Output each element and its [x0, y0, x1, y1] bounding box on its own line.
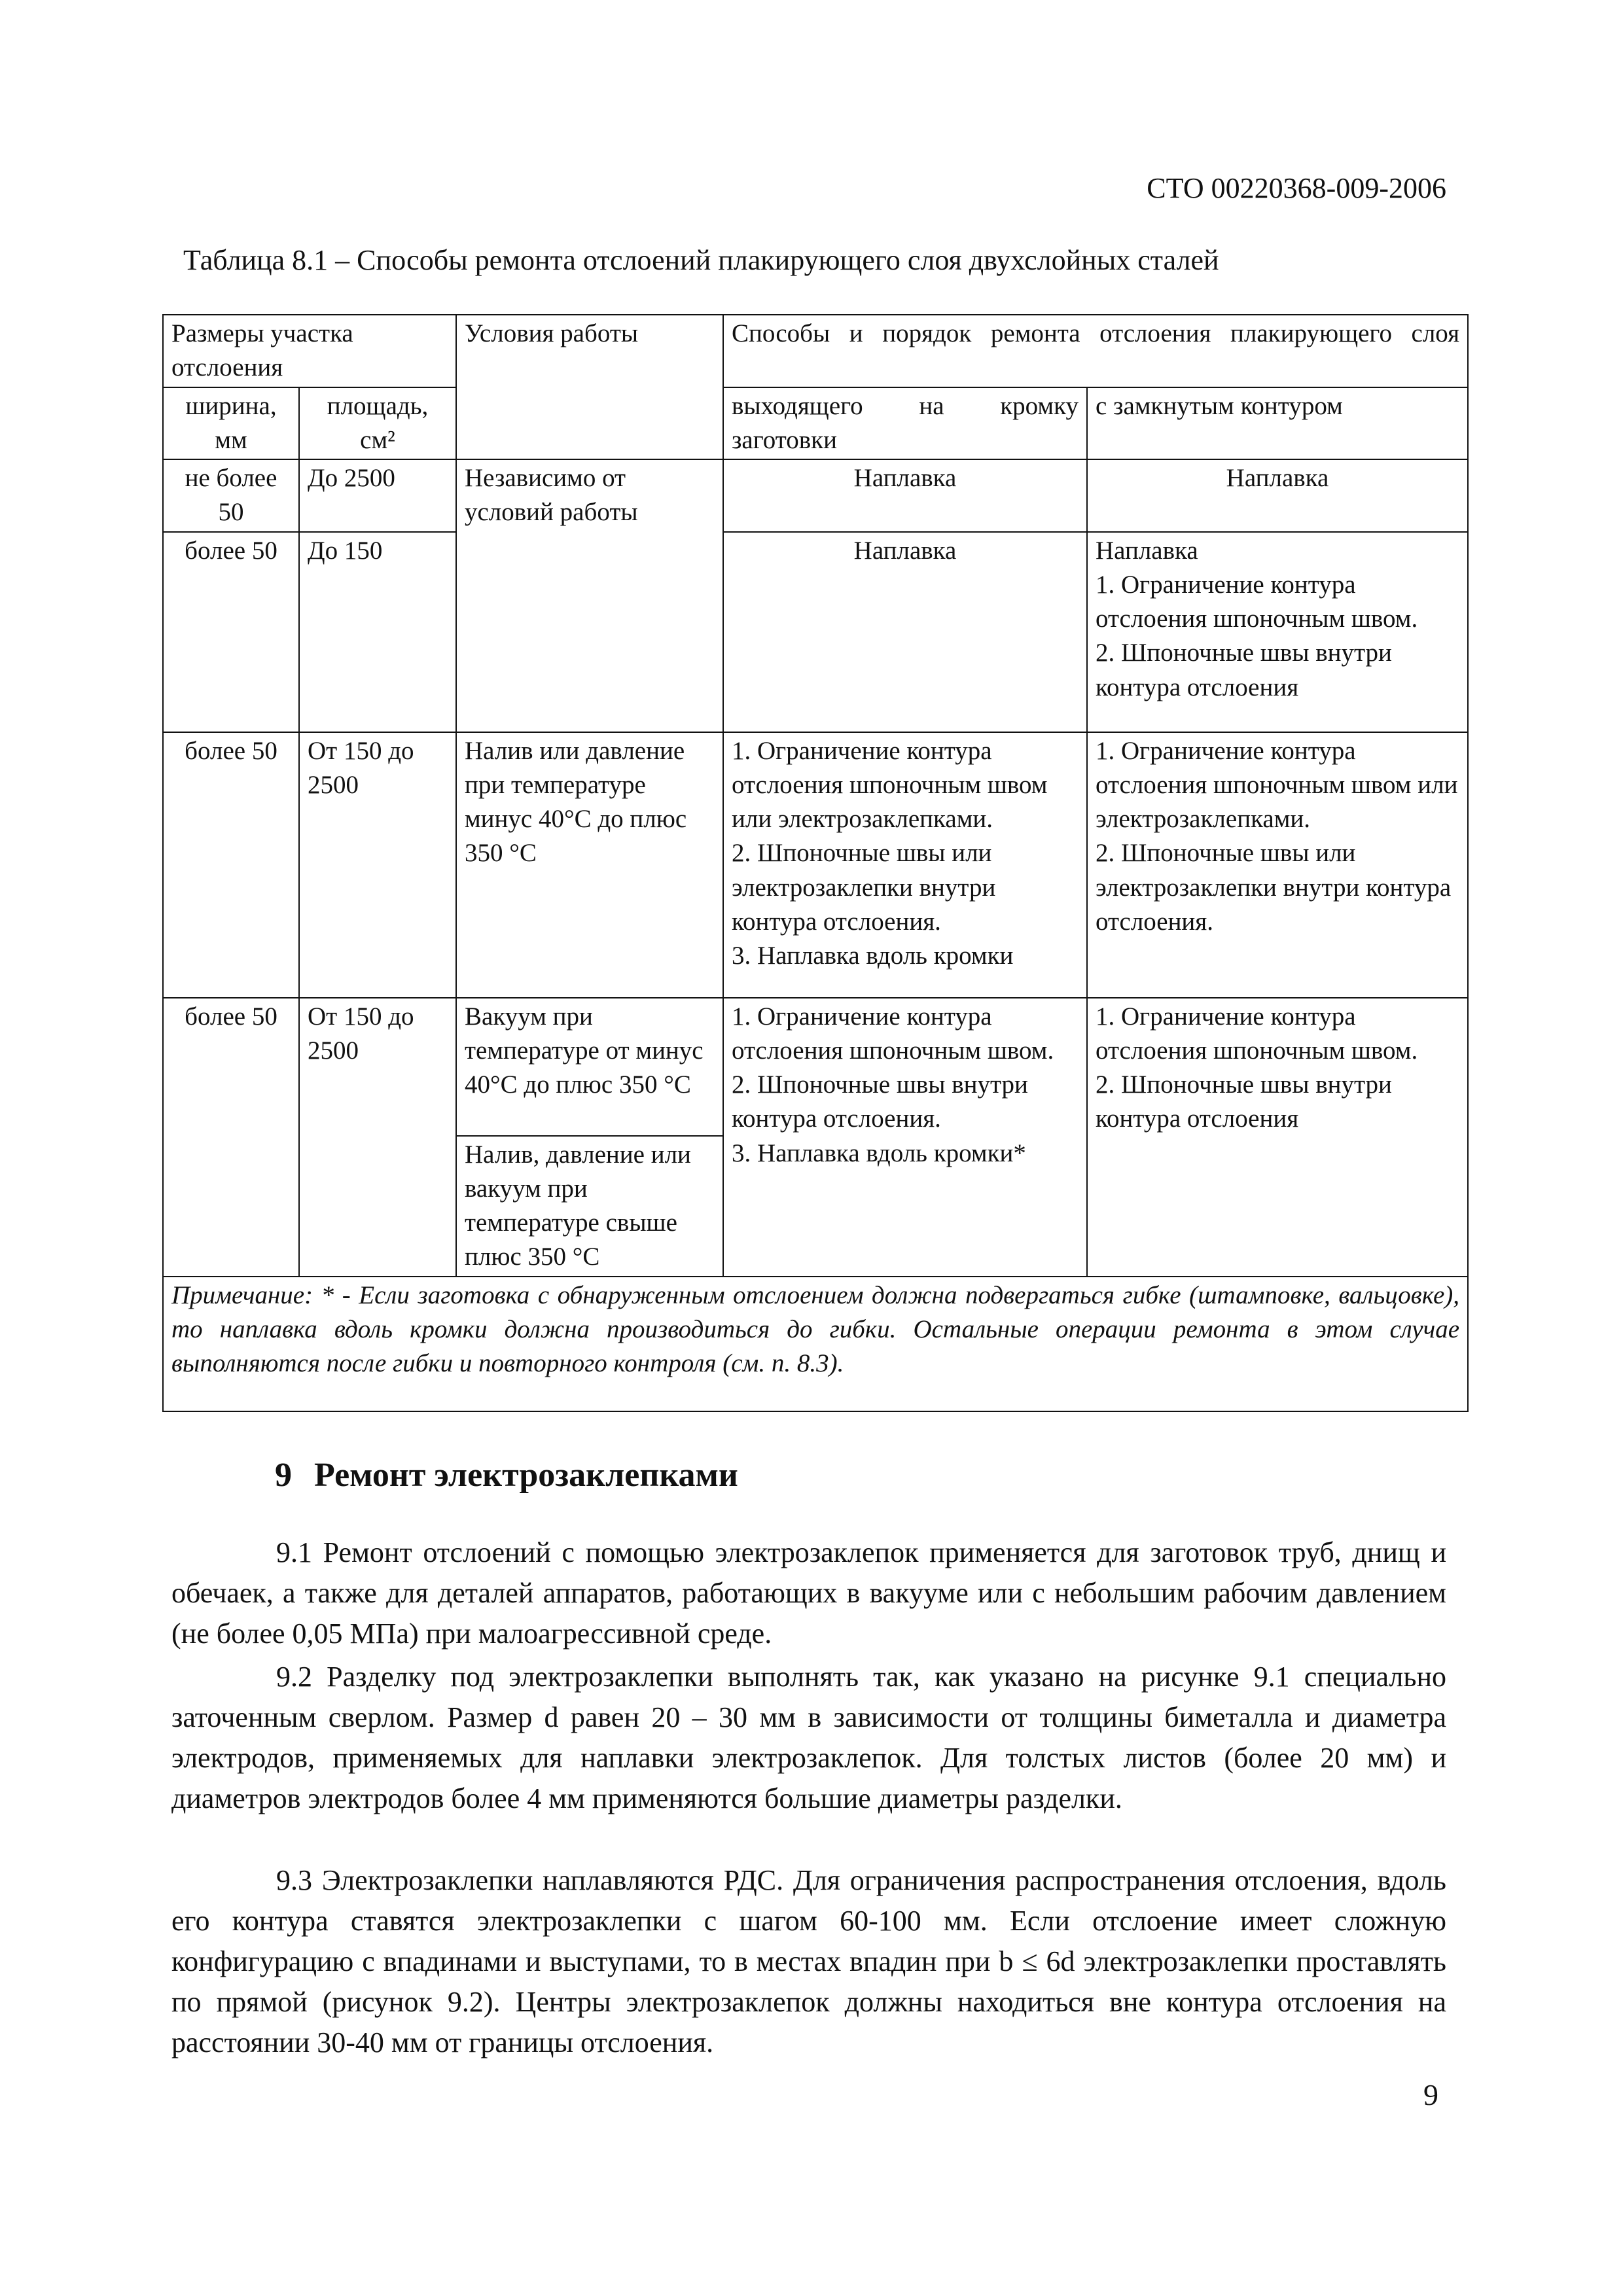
- header-size-group: Размеры участка отслоения: [163, 315, 456, 387]
- table-note: Примечание: * - Если заготовка с обнаруженным отслоением должна подвергаться гибке (штамповке, вальцовке), то наплавка вдоль кромки должна производиться до гибки. Остальные операции ремонта в этом случае выполняются после гибки и повторного контроля (см. п. 8.3).: [163, 1277, 1468, 1411]
- repair-methods-table: [162, 314, 1469, 1412]
- row4-conditions-high-temp: Налив, давление или вакуум при температуре свыше плюс 350 °С: [456, 1136, 723, 1277]
- row1-width: не более 50: [163, 459, 299, 532]
- row2-area: До 150: [299, 532, 456, 732]
- header-width: ширина, мм: [163, 387, 299, 460]
- row1-edge: Наплавка: [723, 459, 1087, 532]
- row1-conditions: Независимо от условий работы: [456, 459, 723, 732]
- paragraph-9-1: 9.1 Ремонт отслоений с помощью электрозаклепок применяется для заготовок труб, днищ и обечаек, а также для деталей аппаратов, работающих в вакууме или с небольшим рабочим давлением (не более 0,05 МПа) при малоагрессивной среде.: [171, 1536, 1446, 1650]
- row3-area: От 150 до 2500: [299, 732, 456, 998]
- row1-closed: Наплавка: [1087, 459, 1468, 532]
- row4-closed: 1. Ограничение контура отслоения шпоночным швом. 2. Шпоночные швы внутри контура отслоения: [1087, 998, 1468, 1277]
- row3-conditions: Налив или давление при температуре минус 40°С до плюс 350 °С: [456, 732, 723, 998]
- row4-edge: 1. Ограничение контура отслоения шпоночным швом. 2. Шпоночные швы внутри контура отслоения. 3. Наплавка вдоль кромки*: [723, 998, 1087, 1277]
- paragraph-9-2: 9.2 Разделку под электрозаклепки выполнять так, как указано на рисунке 9.1 специально заточенным сверлом. Размер d равен 20 – 30 мм в зависимости от толщины биметалла и диаметра электродов, применяемых для наплавки электрозаклепок. Для толстых листов (более 20 мм) и диаметров электродов более 4 мм применяются большие диаметры разделки.: [171, 1661, 1446, 1814]
- page-number: 9: [1423, 2078, 1438, 2111]
- section-heading: [275, 1456, 738, 1494]
- row4-conditions-vacuum: Вакуум при температуре от минус 40°С до плюс 350 °С: [456, 998, 723, 1136]
- row1-area: До 2500: [299, 459, 456, 532]
- header-edge: выходящего на кромку заготовки: [723, 387, 1087, 460]
- section-number: 9: [275, 1457, 292, 1494]
- row2-edge: Наплавка: [723, 532, 1087, 732]
- paragraph-9-3: 9.3 Электрозаклепки наплавляются РДС. Для ограничения распространения отслоения, вдоль его контура ставятся электрозаклепки с шагом 60-100 мм. Если отслоение имеет сложную конфигурацию с впадинами и выступами, то в местах впадин при b ≤ 6d электрозаклепки проставлять по прямой (рисунок 9.2). Центры электрозаклепок должны находиться вне контура отслоения на расстоянии 30-40 мм от границы отслоения.: [171, 1864, 1446, 2058]
- row2-width: более 50: [163, 532, 299, 732]
- row4-width: более 50: [163, 998, 299, 1277]
- document-code: СТО 00220368-009-2006: [1147, 172, 1446, 204]
- row3-width: более 50: [163, 732, 299, 998]
- header-closed-contour: с замкнутым контуром: [1087, 387, 1468, 460]
- header-methods-group: Способы и порядок ремонта отслоения плакирующего слоя: [723, 315, 1468, 387]
- table-caption: Таблица 8.1 – Способы ремонта отслоений плакирующего слоя двухслойных сталей: [183, 244, 1219, 276]
- section-title: Ремонт электрозаклепками: [314, 1457, 738, 1494]
- header-area: площадь, см²: [299, 387, 456, 460]
- row4-area: От 150 до 2500: [299, 998, 456, 1277]
- row3-edge: 1. Ограничение контура отслоения шпоночным швом или электрозаклепками. 2. Шпоночные швы или электрозаклепки внутри контура отслоения. 3. Наплавка вдоль кромки: [723, 732, 1087, 998]
- row2-closed: Наплавка 1. Ограничение контура отслоения шпоночным швом. 2. Шпоночные швы внутри контура отслоения: [1087, 532, 1468, 732]
- header-conditions: Условия работы: [456, 315, 723, 459]
- row3-closed: 1. Ограничение контура отслоения шпоночным швом или электрозаклепками. 2. Шпоночные швы или электрозаклепки внутри контура отслоения.: [1087, 732, 1468, 998]
